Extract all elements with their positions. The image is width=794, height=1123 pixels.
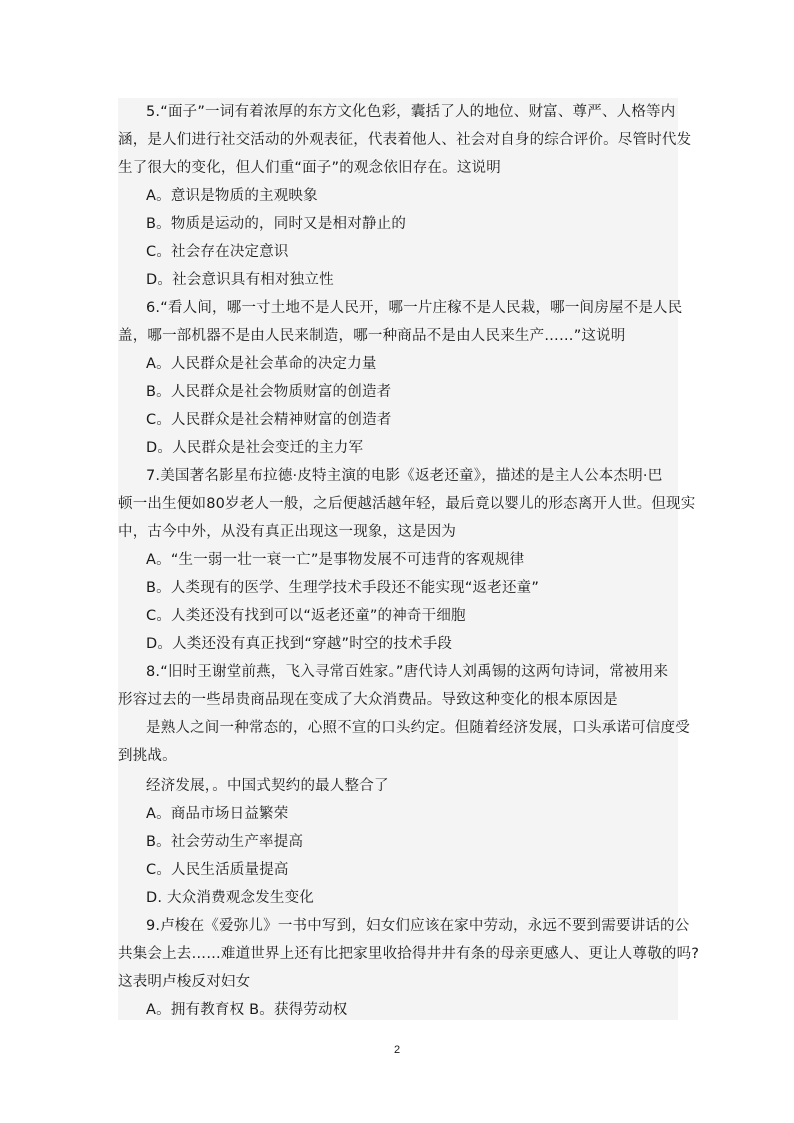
- question-5-option-b: B。物质是运动的，同时又是相对静止的: [146, 216, 407, 232]
- question-8-line-3: 是熟人之间一种常态的，心照不宣的口头约定。但随着经济发展，口头承诺可信度受: [146, 720, 690, 736]
- question-7-line-1: 7.美国著名影星布拉德·皮特主演的电影《返老还童》，描述的是主人公本杰明·巴: [146, 468, 663, 484]
- question-8-line-4: 到挑战。: [118, 748, 177, 764]
- question-8-option-c: C。人民生活质量提高: [146, 862, 289, 878]
- question-6-option-d: D。人民群众是社会变迁的主力军: [146, 440, 364, 456]
- question-7-option-a: A。“生一弱一壮一衰一亡”是事物发展不可违背的客观规律: [146, 552, 525, 568]
- question-9-line-1: 9.卢梭在《爱弥儿》一书中写到，妇女们应该在家中劳动，永远不要到需要讲话的公: [146, 918, 690, 934]
- question-8-option-a: A。商品市场日益繁荣: [146, 806, 289, 822]
- question-7-option-c: C。人类还没有找到可以“返老还童”的神奇干细胞: [146, 608, 466, 624]
- question-8-line-2: 形容过去的一些昂贵商品现在变成了大众消费品。导致这种变化的根本原因是: [118, 692, 618, 708]
- question-9-line-3: 这表明卢梭反对妇女: [118, 974, 251, 990]
- question-7-line-3: 中，古今中外，从没有真正出现这一现象，这是因为: [118, 524, 457, 540]
- question-5-line-3: 生了很大的变化，但人们重“面子”的观念依旧存在。这说明: [118, 160, 501, 176]
- question-8-option-d: D. 大众消费观念发生变化: [146, 890, 314, 906]
- question-5-option-c: C。社会存在决定意识: [146, 244, 289, 260]
- question-8-line-5: 经济发展，。中国式契约的最人整合了: [146, 778, 389, 794]
- question-5-line-2: 涵，是人们进行社交活动的外观表征，代表着他人、社会对自身的综合评价。尽管时代发: [118, 132, 692, 148]
- question-5-option-a: A。意识是物质的主观映象: [146, 188, 318, 204]
- page-number: 2: [393, 1044, 401, 1056]
- question-8-option-b: B。社会劳动生产率提高: [146, 834, 304, 850]
- question-8-line-1: 8.“旧时王谢堂前燕，飞入寻常百姓家。”唐代诗人刘禹锡的这两句诗词，常被用来: [146, 664, 669, 680]
- document-body: [118, 98, 700, 1020]
- question-7-line-2: 顿一出生便如80岁老人一般，之后便越活越年轻，最后竟以婴儿的形态离开人世。但现实: [118, 496, 696, 512]
- question-5-line-1: 5.“面子”一词有着浓厚的东方文化色彩，囊括了人的地位、财富、尊严、人格等内: [146, 104, 676, 120]
- question-9-line-2: 共集会上去……难道世界上还有比把家里收拾得井井有条的母亲更感人、更让人尊敬的吗?: [118, 946, 700, 962]
- question-9-options: A。拥有教育权 B。获得劳动权: [146, 1002, 348, 1018]
- question-7-option-b: B。人类现有的医学、生理学技术手段还不能实现“返老还童”: [146, 580, 540, 596]
- question-6-option-a: A。人民群众是社会革命的决定力量: [146, 356, 377, 372]
- question-6-line-1: 6.“看人间，哪一寸土地不是人民开，哪一片庄稼不是人民栽，哪一间房屋不是人民: [146, 300, 683, 316]
- question-6-option-c: C。人民群众是社会精神财富的创造者: [146, 412, 392, 428]
- question-7-option-d: D。人类还没有真正找到“穿越”时空的技术手段: [146, 636, 453, 652]
- question-6-option-b: B。人民群众是社会物质财富的创造者: [146, 384, 392, 400]
- question-5-option-d: D。社会意识具有相对独立性: [146, 272, 334, 288]
- question-6-line-2: 盖，哪一部机器不是由人民来制造，哪一种商品不是由人民来生产……”这说明: [118, 328, 626, 344]
